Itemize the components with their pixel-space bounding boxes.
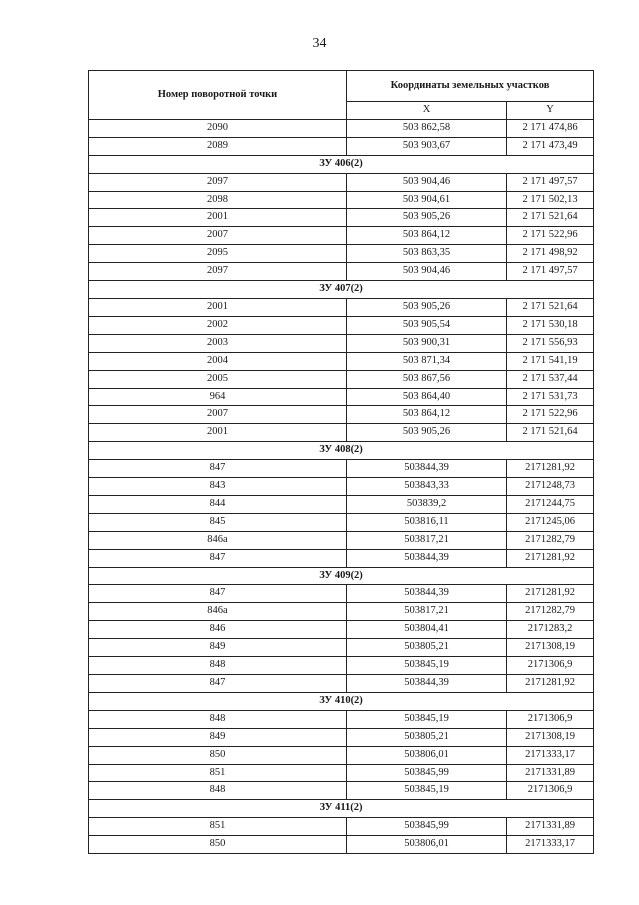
point-number-cell: 846а bbox=[89, 531, 347, 549]
point-number-cell: 851 bbox=[89, 764, 347, 782]
header-coordinates: Координаты земельных участков bbox=[347, 71, 594, 102]
y-coordinate-cell: 2171333,17 bbox=[507, 746, 594, 764]
y-coordinate-cell: 2171331,89 bbox=[507, 764, 594, 782]
table-row bbox=[89, 370, 594, 388]
point-number-cell: 848 bbox=[89, 782, 347, 800]
table-row bbox=[89, 298, 594, 316]
point-number-cell: 847 bbox=[89, 549, 347, 567]
section-title: ЗУ 406(2) bbox=[89, 155, 594, 173]
y-coordinate-cell: 2 171 521,64 bbox=[507, 209, 594, 227]
section-row bbox=[89, 567, 594, 585]
y-coordinate-cell: 2 171 521,64 bbox=[507, 298, 594, 316]
x-coordinate-cell: 503 871,34 bbox=[347, 352, 507, 370]
x-coordinate-cell: 503 867,56 bbox=[347, 370, 507, 388]
table-row bbox=[89, 334, 594, 352]
x-coordinate-cell: 503 900,31 bbox=[347, 334, 507, 352]
table-row bbox=[89, 137, 594, 155]
point-number-cell: 850 bbox=[89, 836, 347, 854]
table-row bbox=[89, 406, 594, 424]
table-row bbox=[89, 173, 594, 191]
y-coordinate-cell: 2171244,75 bbox=[507, 495, 594, 513]
x-coordinate-cell: 503844,39 bbox=[347, 585, 507, 603]
section-title: ЗУ 408(2) bbox=[89, 442, 594, 460]
point-number-cell: 2098 bbox=[89, 191, 347, 209]
table-row bbox=[89, 621, 594, 639]
y-coordinate-cell: 2 171 497,57 bbox=[507, 173, 594, 191]
section-title: ЗУ 409(2) bbox=[89, 567, 594, 585]
y-coordinate-cell: 2171306,9 bbox=[507, 710, 594, 728]
y-coordinate-cell: 2 171 521,64 bbox=[507, 424, 594, 442]
point-number-cell: 2005 bbox=[89, 370, 347, 388]
table-row bbox=[89, 209, 594, 227]
y-coordinate-cell: 2171281,92 bbox=[507, 460, 594, 478]
x-coordinate-cell: 503845,19 bbox=[347, 782, 507, 800]
x-coordinate-cell: 503 905,54 bbox=[347, 316, 507, 334]
y-coordinate-cell: 2171306,9 bbox=[507, 782, 594, 800]
x-coordinate-cell: 503845,19 bbox=[347, 657, 507, 675]
y-coordinate-cell: 2 171 497,57 bbox=[507, 263, 594, 281]
table-row bbox=[89, 639, 594, 657]
table-row bbox=[89, 513, 594, 531]
x-coordinate-cell: 503805,21 bbox=[347, 639, 507, 657]
y-coordinate-cell: 2 171 531,73 bbox=[507, 388, 594, 406]
section-title: ЗУ 407(2) bbox=[89, 281, 594, 299]
x-coordinate-cell: 503 903,67 bbox=[347, 137, 507, 155]
x-coordinate-cell: 503844,39 bbox=[347, 549, 507, 567]
point-number-cell: 2090 bbox=[89, 119, 347, 137]
y-coordinate-cell: 2 171 502,13 bbox=[507, 191, 594, 209]
table-row bbox=[89, 782, 594, 800]
table-row bbox=[89, 585, 594, 603]
point-number-cell: 846а bbox=[89, 603, 347, 621]
header-y: Y bbox=[507, 102, 594, 120]
section-title: ЗУ 410(2) bbox=[89, 692, 594, 710]
point-number-cell: 849 bbox=[89, 728, 347, 746]
x-coordinate-cell: 503 862,58 bbox=[347, 119, 507, 137]
y-coordinate-cell: 2171308,19 bbox=[507, 728, 594, 746]
table-row bbox=[89, 424, 594, 442]
table-row bbox=[89, 316, 594, 334]
header-x: X bbox=[347, 102, 507, 120]
table-body bbox=[89, 119, 594, 853]
point-number-cell: 964 bbox=[89, 388, 347, 406]
table-row bbox=[89, 388, 594, 406]
table-row bbox=[89, 119, 594, 137]
x-coordinate-cell: 503 905,26 bbox=[347, 298, 507, 316]
x-coordinate-cell: 503 904,61 bbox=[347, 191, 507, 209]
table-row bbox=[89, 531, 594, 549]
section-row bbox=[89, 692, 594, 710]
y-coordinate-cell: 2171281,92 bbox=[507, 549, 594, 567]
point-number-cell: 2004 bbox=[89, 352, 347, 370]
point-number-cell: 2089 bbox=[89, 137, 347, 155]
y-coordinate-cell: 2 171 556,93 bbox=[507, 334, 594, 352]
x-coordinate-cell: 503844,39 bbox=[347, 675, 507, 693]
y-coordinate-cell: 2 171 541,19 bbox=[507, 352, 594, 370]
table-row bbox=[89, 603, 594, 621]
x-coordinate-cell: 503844,39 bbox=[347, 460, 507, 478]
point-number-cell: 2001 bbox=[89, 298, 347, 316]
x-coordinate-cell: 503816,11 bbox=[347, 513, 507, 531]
y-coordinate-cell: 2171283,2 bbox=[507, 621, 594, 639]
point-number-cell: 845 bbox=[89, 513, 347, 531]
section-row bbox=[89, 155, 594, 173]
point-number-cell: 848 bbox=[89, 710, 347, 728]
x-coordinate-cell: 503804,41 bbox=[347, 621, 507, 639]
section-title: ЗУ 411(2) bbox=[89, 800, 594, 818]
point-number-cell: 848 bbox=[89, 657, 347, 675]
table-row bbox=[89, 245, 594, 263]
x-coordinate-cell: 503 904,46 bbox=[347, 263, 507, 281]
table-row bbox=[89, 764, 594, 782]
point-number-cell: 843 bbox=[89, 478, 347, 496]
y-coordinate-cell: 2171245,06 bbox=[507, 513, 594, 531]
point-number-cell: 2002 bbox=[89, 316, 347, 334]
y-coordinate-cell: 2 171 474,86 bbox=[507, 119, 594, 137]
table-row bbox=[89, 263, 594, 281]
x-coordinate-cell: 503 864,12 bbox=[347, 406, 507, 424]
table-row bbox=[89, 746, 594, 764]
x-coordinate-cell: 503 864,12 bbox=[347, 227, 507, 245]
table-row bbox=[89, 657, 594, 675]
table-row bbox=[89, 495, 594, 513]
point-number-cell: 847 bbox=[89, 585, 347, 603]
x-coordinate-cell: 503845,19 bbox=[347, 710, 507, 728]
header-point-number: Номер поворотной точки bbox=[89, 71, 347, 120]
point-number-cell: 847 bbox=[89, 675, 347, 693]
x-coordinate-cell: 503 904,46 bbox=[347, 173, 507, 191]
y-coordinate-cell: 2 171 522,96 bbox=[507, 227, 594, 245]
section-row bbox=[89, 281, 594, 299]
table-row bbox=[89, 818, 594, 836]
coordinates-table bbox=[88, 70, 594, 854]
table-row bbox=[89, 836, 594, 854]
point-number-cell: 2003 bbox=[89, 334, 347, 352]
table-row bbox=[89, 352, 594, 370]
point-number-cell: 846 bbox=[89, 621, 347, 639]
table-row bbox=[89, 478, 594, 496]
x-coordinate-cell: 503 863,35 bbox=[347, 245, 507, 263]
y-coordinate-cell: 2 171 537,44 bbox=[507, 370, 594, 388]
x-coordinate-cell: 503805,21 bbox=[347, 728, 507, 746]
point-number-cell: 2095 bbox=[89, 245, 347, 263]
table-row bbox=[89, 191, 594, 209]
y-coordinate-cell: 2171282,79 bbox=[507, 603, 594, 621]
y-coordinate-cell: 2 171 498,92 bbox=[507, 245, 594, 263]
point-number-cell: 851 bbox=[89, 818, 347, 836]
section-row bbox=[89, 800, 594, 818]
x-coordinate-cell: 503843,33 bbox=[347, 478, 507, 496]
x-coordinate-cell: 503 905,26 bbox=[347, 209, 507, 227]
y-coordinate-cell: 2171281,92 bbox=[507, 585, 594, 603]
table-row bbox=[89, 227, 594, 245]
point-number-cell: 844 bbox=[89, 495, 347, 513]
y-coordinate-cell: 2 171 522,96 bbox=[507, 406, 594, 424]
x-coordinate-cell: 503845,99 bbox=[347, 764, 507, 782]
table-row bbox=[89, 710, 594, 728]
y-coordinate-cell: 2171282,79 bbox=[507, 531, 594, 549]
table-row bbox=[89, 728, 594, 746]
x-coordinate-cell: 503817,21 bbox=[347, 603, 507, 621]
table-row bbox=[89, 460, 594, 478]
x-coordinate-cell: 503839,2 bbox=[347, 495, 507, 513]
page-number: 34 bbox=[312, 36, 327, 51]
point-number-cell: 2001 bbox=[89, 424, 347, 442]
y-coordinate-cell: 2 171 473,49 bbox=[507, 137, 594, 155]
x-coordinate-cell: 503806,01 bbox=[347, 746, 507, 764]
x-coordinate-cell: 503 905,26 bbox=[347, 424, 507, 442]
y-coordinate-cell: 2171308,19 bbox=[507, 639, 594, 657]
x-coordinate-cell: 503 864,40 bbox=[347, 388, 507, 406]
x-coordinate-cell: 503845,99 bbox=[347, 818, 507, 836]
y-coordinate-cell: 2171333,17 bbox=[507, 836, 594, 854]
y-coordinate-cell: 2 171 530,18 bbox=[507, 316, 594, 334]
point-number-cell: 2007 bbox=[89, 227, 347, 245]
y-coordinate-cell: 2171306,9 bbox=[507, 657, 594, 675]
y-coordinate-cell: 2171331,89 bbox=[507, 818, 594, 836]
point-number-cell: 2007 bbox=[89, 406, 347, 424]
point-number-cell: 850 bbox=[89, 746, 347, 764]
table-row bbox=[89, 549, 594, 567]
point-number-cell: 2097 bbox=[89, 263, 347, 281]
table-row bbox=[89, 675, 594, 693]
section-row bbox=[89, 442, 594, 460]
point-number-cell: 2097 bbox=[89, 173, 347, 191]
point-number-cell: 2001 bbox=[89, 209, 347, 227]
point-number-cell: 849 bbox=[89, 639, 347, 657]
x-coordinate-cell: 503817,21 bbox=[347, 531, 507, 549]
y-coordinate-cell: 2171281,92 bbox=[507, 675, 594, 693]
x-coordinate-cell: 503806,01 bbox=[347, 836, 507, 854]
y-coordinate-cell: 2171248,73 bbox=[507, 478, 594, 496]
point-number-cell: 847 bbox=[89, 460, 347, 478]
